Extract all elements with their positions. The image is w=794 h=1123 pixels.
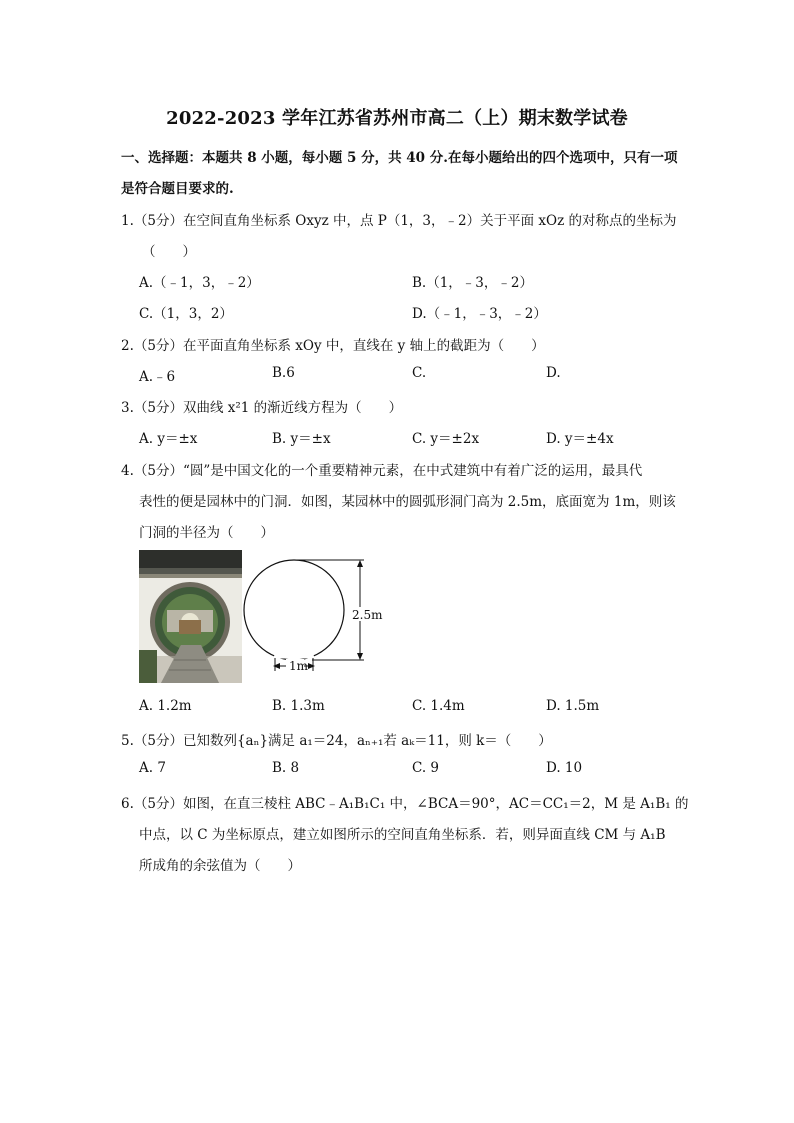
q6-stem-line-3: 所成角的余弦值为（ ） [139, 858, 301, 874]
q1-option-a[interactable]: A.（﹣1，3，﹣2） [139, 275, 260, 291]
q3-option-d[interactable]: D. y＝±4x [546, 431, 614, 447]
section-header-line-1: 一、选择题：本题共 8 小题，每小题 5 分，共 40 分.在每小题给出的四个选项中，只有一项 [121, 150, 678, 166]
q4-option-c[interactable]: C. 1.4m [412, 698, 465, 714]
q5-option-a[interactable]: A. 7 [139, 760, 166, 776]
q3-option-a[interactable]: A. y＝±x [139, 431, 198, 447]
q6-stem-line-2: 中点，以 C 为坐标原点，建立如图所示的空间直角坐标系．若，则异面直线 CM 与 A₁B [139, 827, 666, 843]
q4-option-a[interactable]: A. 1.2m [139, 698, 192, 714]
q1-option-d[interactable]: D.（﹣1，﹣3，﹣2） [412, 306, 547, 322]
q4-option-b[interactable]: B. 1.3m [272, 698, 325, 714]
q1-stem-line-1: 1.（5分）在空间直角坐标系 Oxyz 中，点 P（1，3，﹣2）关于平面 xOz 的对称点的坐标为 [121, 213, 677, 229]
q3-stem: 3.（5分）双曲线 x²1 的渐近线方程为（ ） [121, 400, 403, 416]
moon-gate-photo [139, 550, 242, 683]
section-header-line-2: 是符合题目要求的. [121, 181, 234, 197]
q4-stem-line-3: 门洞的半径为（ ） [139, 525, 274, 541]
q4-stem-line-2: 表性的便是园林中的门洞．如图，某园林中的圆弧形洞门高为 2.5m，底面宽为 1m，则该 [139, 494, 676, 510]
q6-stem-line-1: 6.（5分）如图，在直三棱柱 ABC﹣A₁B₁C₁ 中，∠BCA＝90°，AC＝CC₁＝2，M 是 A₁B₁ 的 [121, 796, 689, 812]
q5-option-b[interactable]: B. 8 [272, 760, 300, 776]
q1-option-c[interactable]: C.（1，3，2） [139, 306, 233, 322]
q3-option-c[interactable]: C. y＝±2x [412, 431, 480, 447]
diagram-width-label: 1m [289, 659, 309, 673]
exam-title: 2022-2023 学年江苏省苏州市高二（上）期末数学试卷 [166, 108, 628, 129]
q1-stem-line-2: （ ） [142, 244, 196, 260]
q1-option-b[interactable]: B.（1，﹣3，﹣2） [412, 275, 533, 291]
q4-stem-line-1: 4.（5分）“圆”是中国文化的一个重要精神元素，在中式建筑中有着广泛的运用，最具代 [121, 463, 643, 479]
q2-option-c[interactable]: C. [412, 365, 427, 381]
q4-option-d[interactable]: D. 1.5m [546, 698, 600, 714]
q5-stem: 5.（5分）已知数列{aₙ}满足 a₁＝24，aₙ₊₁若 aₖ＝11，则 k＝（ ） [121, 733, 552, 749]
diagram-height-label: 2.5m [352, 608, 383, 622]
q2-option-d[interactable]: D. [546, 365, 561, 381]
q2-option-b[interactable]: B.6 [272, 365, 295, 381]
q2-option-a[interactable]: A.﹣6 [139, 369, 176, 385]
q2-stem: 2.（5分）在平面直角坐标系 xOy 中，直线在 y 轴上的截距为（ ） [121, 338, 545, 354]
q5-option-d[interactable]: D. 10 [546, 760, 583, 776]
q5-option-c[interactable]: C. 9 [412, 760, 440, 776]
q3-option-b[interactable]: B. y＝±x [272, 431, 331, 447]
